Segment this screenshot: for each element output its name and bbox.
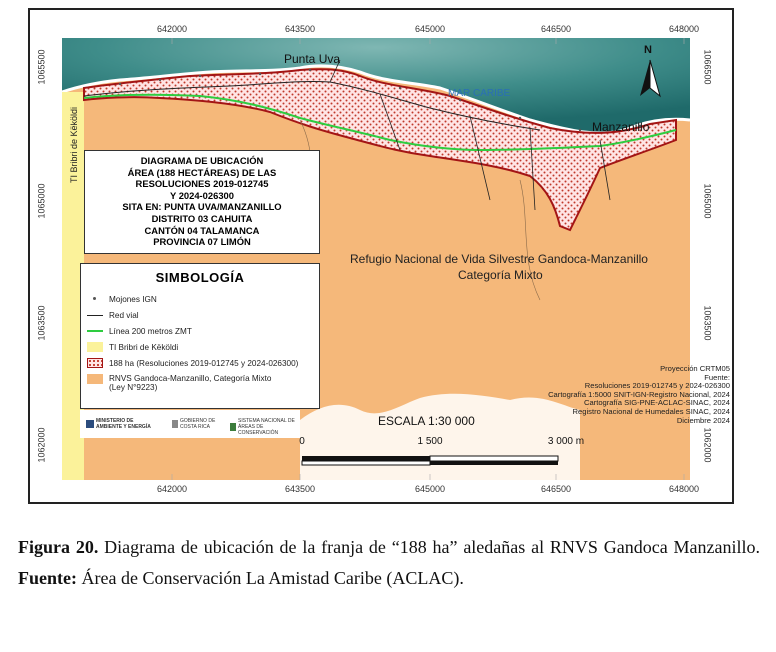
coord-left-1: 1065500 bbox=[36, 49, 47, 85]
coord-top-2: 643500 bbox=[284, 24, 316, 34]
mojon-symbol-icon bbox=[87, 294, 103, 304]
label-refugio: Refugio Nacional de Vida Silvestre Gandoca-Manzanillo bbox=[350, 252, 648, 266]
legend-title: SIMBOLOGÍA bbox=[155, 270, 245, 285]
caption-source-text: Área de Conservación La Amistad Caribe (ACLAC). bbox=[76, 568, 464, 588]
bribri-swatch-icon bbox=[87, 342, 103, 352]
caption-figure-label: Figura 20. bbox=[18, 537, 99, 557]
label-mar-caribe: MAR CARIBE bbox=[448, 88, 511, 99]
credit-line-3: Resoluciones 2019-012745 y 2024-026300 bbox=[584, 381, 730, 391]
coord-bottom-4: 646500 bbox=[540, 484, 572, 494]
label-ti-bribri: TI Bribri de Këköldi bbox=[69, 106, 80, 184]
coord-top-5: 648000 bbox=[668, 24, 700, 34]
logo-gobierno-text: GOBIERNO DE COSTA RICA bbox=[180, 418, 216, 430]
road-line-icon bbox=[87, 310, 103, 320]
legend-row-rnvs bbox=[87, 374, 271, 392]
zmt-line-icon bbox=[87, 326, 103, 336]
coord-left-4: 1062000 bbox=[36, 427, 47, 463]
logo-ministerio-text: MINISTERIO DE AMBIENTE Y ENERGÍA bbox=[96, 418, 151, 430]
coord-left-3: 1063500 bbox=[36, 305, 47, 341]
coord-bottom-1: 642000 bbox=[156, 484, 188, 494]
location-line-7: CANTÓN 04 TALAMANCA bbox=[144, 224, 260, 236]
institution-logos bbox=[80, 410, 300, 438]
coord-bottom-3: 645000 bbox=[414, 484, 446, 494]
location-line-5: SITA EN: PUNTA UVA/MANZANILLO bbox=[122, 201, 282, 213]
coord-bottom-2: 643500 bbox=[284, 484, 316, 494]
label-manzanillo: Manzanillo bbox=[592, 120, 650, 134]
legend-row-zmt bbox=[87, 326, 192, 336]
coord-top-3: 645000 bbox=[414, 24, 446, 34]
rnvs-swatch-icon bbox=[87, 374, 103, 384]
credit-line-6: Registro Nacional de Humedales SINAC, 2024 bbox=[572, 406, 730, 416]
legend-label-rnvs-wrap bbox=[109, 374, 271, 392]
legend-label-red-vial: Red vial bbox=[109, 310, 139, 320]
scale-text: ESCALA 1:30 000 bbox=[378, 414, 475, 428]
label-refugio-category: Categoría Mixto bbox=[458, 268, 543, 282]
scale-tick-3000: 3 000 m bbox=[547, 436, 585, 447]
sinac-emblem-icon bbox=[230, 423, 236, 431]
scale-bar bbox=[302, 456, 558, 465]
location-line-8: PROVINCIA 07 LIMÓN bbox=[153, 236, 251, 248]
location-box bbox=[84, 150, 320, 254]
legend-label-mojones: Mojones IGN bbox=[109, 294, 157, 304]
location-line-2: ÁREA (188 HECTÁREAS) DE LAS bbox=[127, 166, 277, 178]
caption-source-label: Fuente: bbox=[18, 568, 77, 588]
legend-label-rnvs: RNVS Gandoca-Manzanillo, Categoría Mixto bbox=[109, 374, 272, 383]
logo-ministerio bbox=[86, 418, 154, 430]
credit-line-7: Diciembre 2024 bbox=[676, 415, 730, 425]
location-line-6: DISTRITO 03 CAHUITA bbox=[151, 212, 253, 224]
location-line-3: RESOLUCIONES 2019-012745 bbox=[135, 178, 269, 190]
scale-tick-1500: 1 500 bbox=[417, 436, 443, 447]
legend-row-red-vial bbox=[87, 310, 139, 320]
ministerio-emblem-icon bbox=[86, 420, 94, 428]
label-punta-uva: Punta Uva bbox=[284, 52, 341, 66]
legend-label-188ha: 188 ha (Resoluciones 2019-012745 y 2024-026300) bbox=[109, 358, 299, 368]
legend-box bbox=[80, 263, 320, 409]
location-line-4: Y 2024-026300 bbox=[170, 189, 234, 201]
coord-top-4: 646500 bbox=[540, 24, 572, 34]
logo-gobierno bbox=[172, 418, 224, 430]
caption-text: Diagrama de ubicación de la franja de “188 ha” aledañas al RNVS Gandoca Manzanillo. bbox=[98, 537, 760, 557]
gobierno-emblem-icon bbox=[172, 420, 178, 428]
legend-row-188ha bbox=[87, 358, 298, 368]
scale-tick-0: 0 bbox=[299, 436, 305, 447]
legend-row-bribri bbox=[87, 342, 178, 352]
legend-label-ley: (Ley N°9223) bbox=[109, 383, 158, 392]
map-credits bbox=[490, 365, 730, 425]
coord-right-4: 1062000 bbox=[702, 427, 713, 463]
coord-bottom-5: 648000 bbox=[668, 484, 700, 494]
legend-label-bribri: TI Bribri de Këköldi bbox=[109, 342, 179, 352]
north-label: N bbox=[644, 44, 652, 56]
credit-line-1: Proyección CRTM05 bbox=[660, 364, 730, 373]
credit-line-4: Cartografía 1:5000 SNIT-IGN-Registro Nacional, 2024 bbox=[548, 389, 730, 399]
credit-line-2: Fuente: bbox=[704, 372, 730, 382]
location-line-1: DIAGRAMA DE UBICACIÓN bbox=[140, 155, 264, 166]
coord-right-1: 1066500 bbox=[702, 49, 713, 85]
coord-left-2: 1065000 bbox=[36, 183, 47, 219]
logo-sinac bbox=[230, 418, 298, 436]
legend-label-zmt: Línea 200 metros ZMT bbox=[109, 326, 192, 336]
strip-swatch-icon bbox=[87, 358, 103, 368]
credit-line-5: Cartografía SIG-PNE-ACLAC-SINAC, 2024 bbox=[583, 398, 730, 408]
coord-right-2: 1065000 bbox=[702, 183, 713, 219]
coord-right-3: 1063500 bbox=[702, 305, 713, 341]
legend-row-mojones bbox=[87, 294, 157, 304]
coord-top-1: 642000 bbox=[156, 24, 188, 34]
logo-sinac-text: SISTEMA NACIONAL DE ÁREAS DE CONSERVACIÓN bbox=[238, 418, 295, 436]
figure-caption bbox=[18, 532, 760, 594]
